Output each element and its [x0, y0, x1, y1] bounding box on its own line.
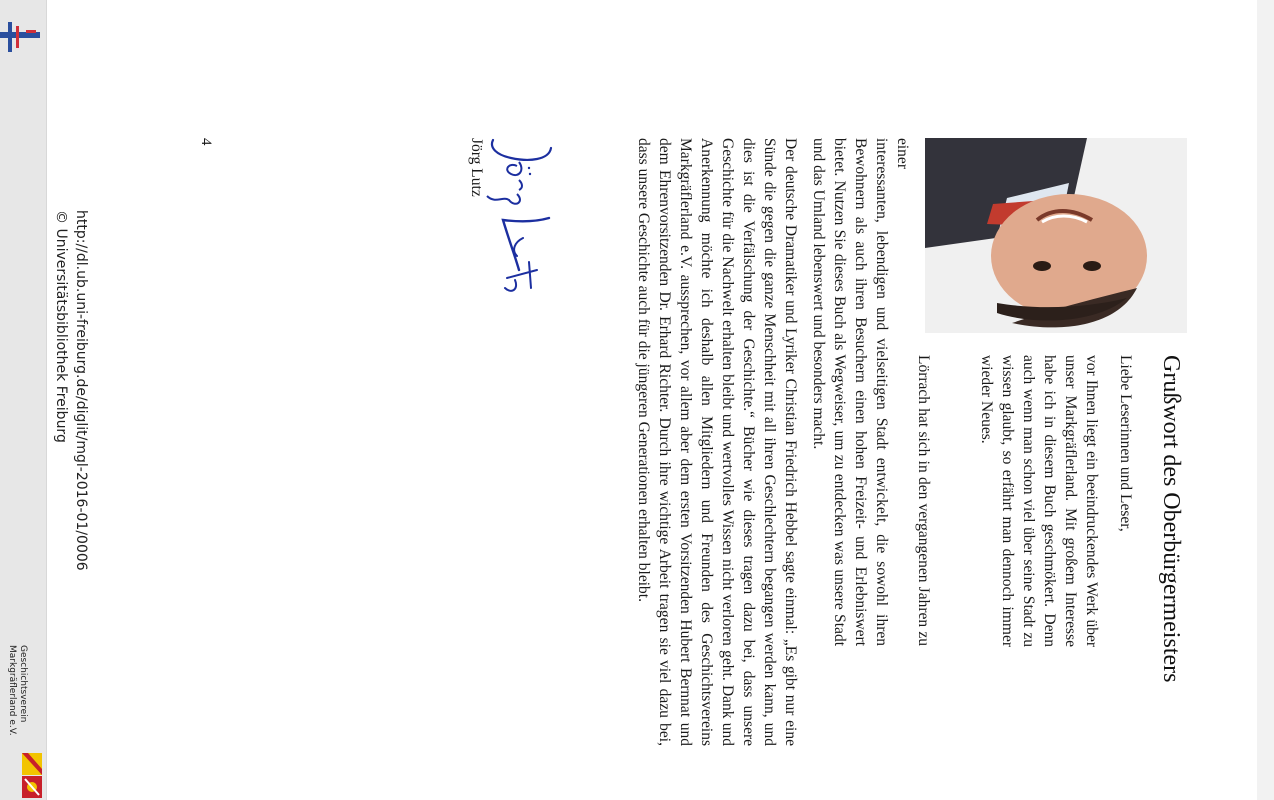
paragraph-hebbel-quote: Der deutsche Dramatiker und Lyriker Christian Friedrich Hebbel sagte einmal: „Es gibt nur eine Sünde die gegen die ganze Menschheit mit all ihren Geschlechtern begangen werden kann, und dies ist die Verfälschung der Geschichte.“ Bücher wie dieses tragen dazu bei, dass unsere Geschichte für die Nachwelt erhalten bleibt und wertvolles Wissen nicht verloren geht. Dank und Anerkennung möchte ich deshalb allen Mitgliedern und Freunden des Geschichtsvereins Markgräflerland e.V. aussprechen, vor allem aber dem ersten Vorsitzenden Hubert Bernnat und dem Ehrenvorsitzenden Dr. Erhard Richter. Durch ihre wichtige Arbeit tragen sie viel dazu bei, dass unsere Geschichte auch für die jüngeren Generationen erhalten bleibt.: [635, 138, 799, 746]
portrait-illustration: [925, 138, 1187, 333]
portrait-photo: [925, 138, 1187, 333]
footer-url[interactable]: http://dl.ub.uni-freiburg.de/diglit/mgl-2016-01/0006: [73, 210, 89, 571]
page-number: 4: [198, 138, 214, 146]
document-page: [47, 0, 1257, 800]
paragraph-city-rest: interessanten, lebendigen und vielseitigen Stadt entwickelt, die sowohl ihren Bewohnern als auch ihren Besuchern einen hohen Freizeit- und Erlebniswert bietet. Nutzen Sie dieses Buch als Wegweiser, um zu entdecken was unsere Stadt und das Umland lebenswert und besonders macht.: [810, 138, 890, 646]
viewer-right-strip: [1257, 0, 1274, 800]
society-logo: [0, 645, 47, 800]
paragraph-city-first-line: Lörrach hat sich in den vergangenen Jahren zu einer: [894, 138, 932, 646]
society-line-1: Geschichtsverein: [18, 645, 28, 723]
society-line-2: Markgräflerland e.V.: [7, 645, 17, 736]
signer-name: Jörg Lutz: [468, 138, 485, 197]
viewer-corner-mark-icon: [0, 22, 40, 52]
paragraph-city: [808, 138, 934, 646]
coat-of-arms-icon: [22, 753, 42, 798]
handwritten-signature: [479, 130, 559, 300]
viewer-left-margin: [0, 0, 47, 800]
greeting-text: Liebe Leserinnen und Leser,: [1117, 355, 1134, 532]
rotated-page-content: [47, 0, 1259, 800]
page-heading: Grußwort des Oberbürgermeisters: [1158, 355, 1184, 683]
footer-copyright: © Universitätsbibliothek Freiburg: [53, 210, 69, 443]
paragraph-intro: vor Ihnen liegt ein beeindruckendes Werk über unser Markgräflerland. Mit großem Interesse habe ich in diesem Buch geschmökert. Denn auch wenn man schon viel über seine Stadt zu wissen glaubt, so erfährt man dennoch immer wieder Neues.: [978, 355, 1100, 647]
